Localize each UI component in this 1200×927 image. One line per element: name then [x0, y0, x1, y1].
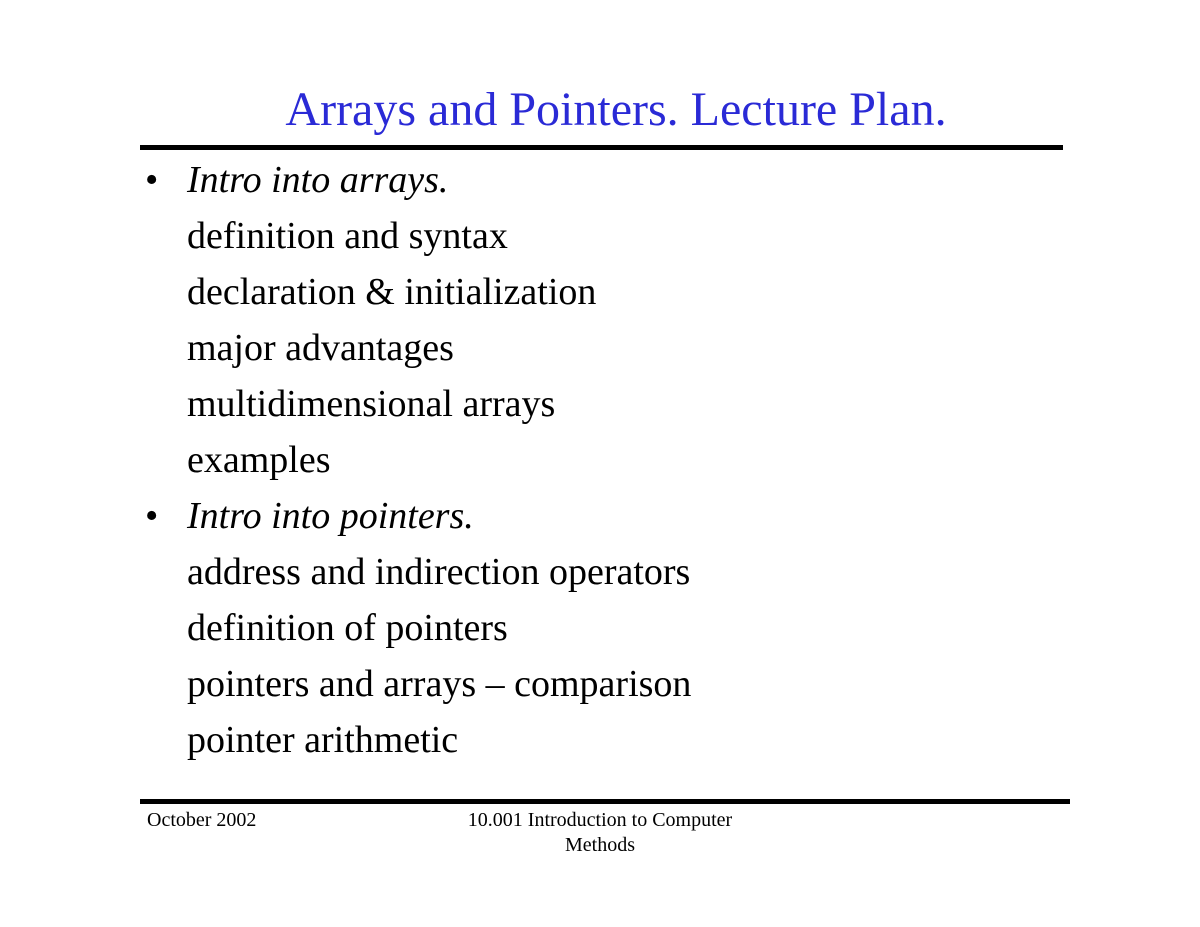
footer-course-line: Methods [565, 834, 635, 856]
outline-item: pointer arithmetic [187, 719, 459, 761]
outline-item: definition and syntax [187, 215, 508, 257]
section-heading-arrays: Intro into arrays. [187, 159, 449, 201]
bullet-marker: • [145, 159, 159, 201]
bullet-marker: • [145, 495, 159, 537]
outline-item: examples [187, 439, 331, 481]
outline-item: multidimensional arrays [187, 383, 556, 425]
outline-item: address and indirection operators [187, 551, 691, 593]
footer-divider [140, 799, 1070, 804]
title-divider [140, 145, 1063, 150]
footer-course-title [420, 808, 780, 858]
section-heading-pointers: Intro into pointers. [187, 495, 474, 537]
outline-item: declaration & initialization [187, 271, 597, 313]
outline-item: pointers and arrays – comparison [187, 663, 692, 705]
footer-course-line: 10.001 Introduction to Computer [467, 809, 733, 831]
footer-date: October 2002 [147, 809, 257, 831]
outline-item: major advantages [187, 327, 454, 369]
slide-title: Arrays and Pointers. Lecture Plan. [285, 83, 947, 136]
outline-item: definition of pointers [187, 607, 508, 649]
